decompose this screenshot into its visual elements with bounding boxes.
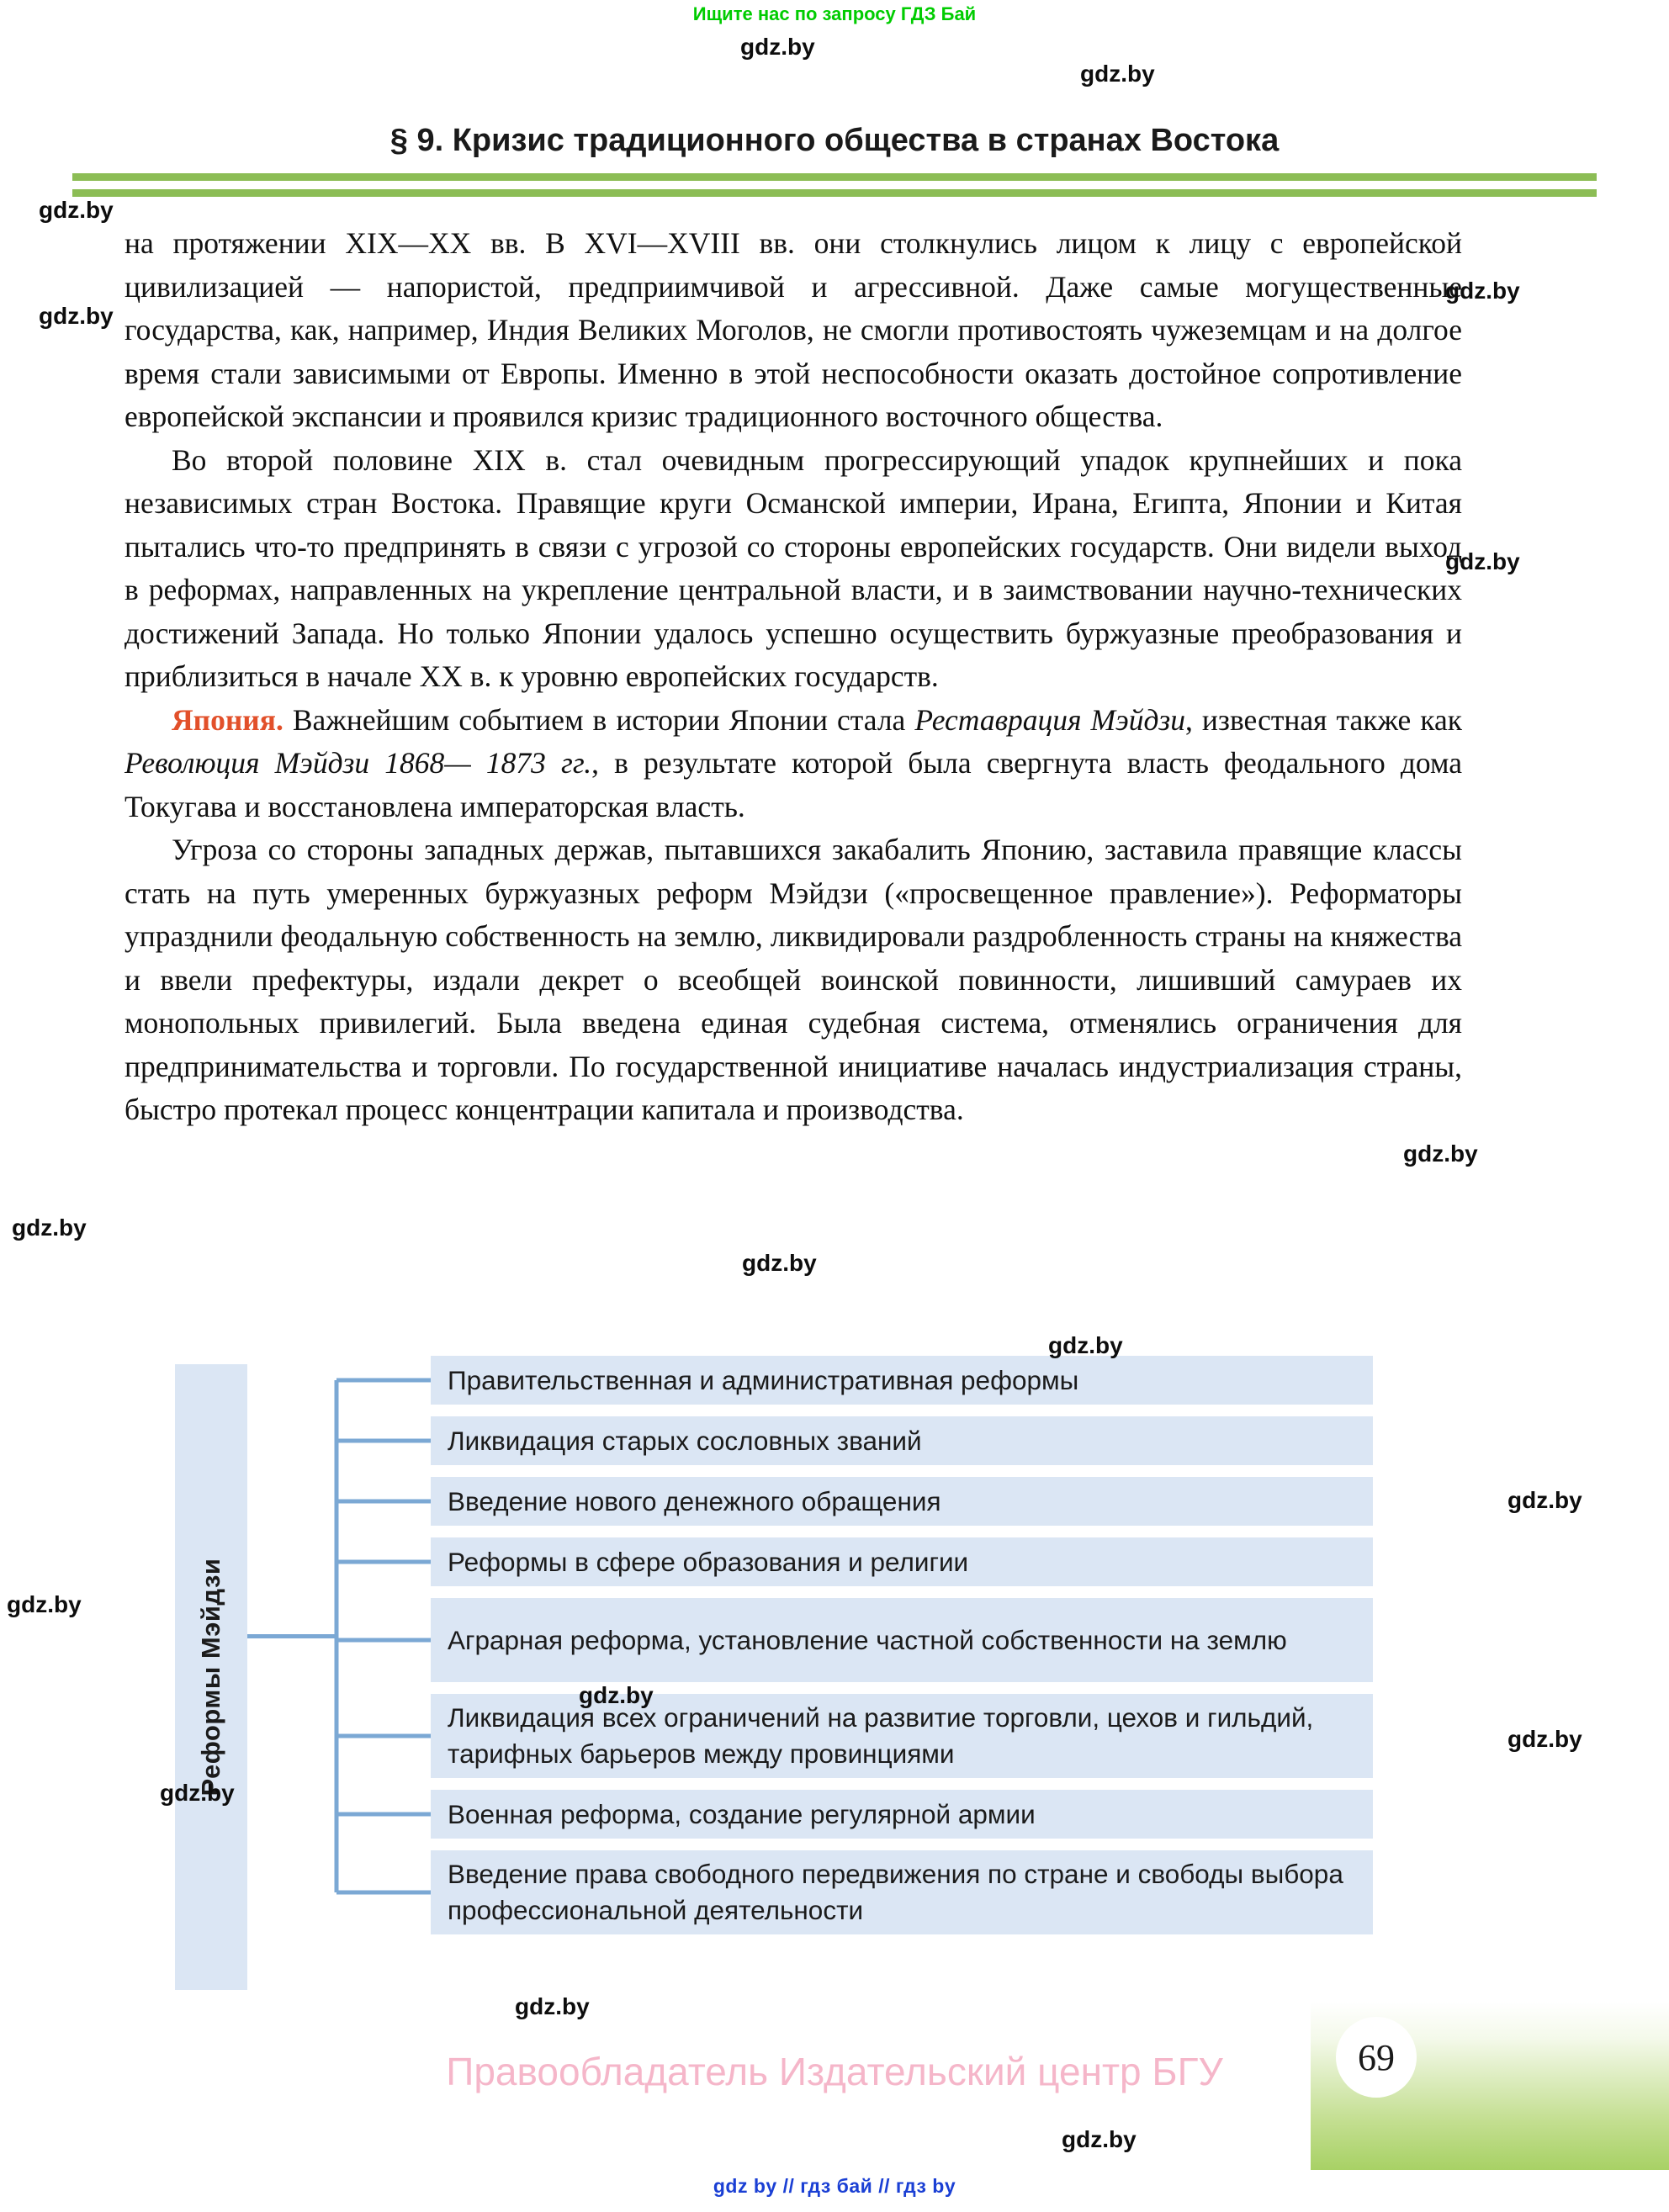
text-run: , в результате которой была свергнута власть феодального дома Токугава и восстановлена императорская власть. [125,746,1462,823]
term-emphasis: Революция Мэйдзи 1868— 1873 гг. [125,746,592,780]
watermark-gdz: gdz.by [12,1214,87,1241]
article-paragraph [125,699,1462,829]
diagram-leaf-label: Военная реформа, создание регулярной армии [448,1798,1036,1829]
watermark-gdz: gdz.by [1403,1140,1478,1167]
diagram-leaf [431,1790,1373,1839]
diagram-leaf [431,1598,1373,1682]
watermark-gdz: gdz.by [1080,61,1155,87]
diagram-leaf-label: Аграрная реформа, установление частной собственности на землю [448,1624,1287,1655]
term-emphasis: Реставрация Мэйдзи [914,702,1186,737]
watermark-gdz: gdz.by [1048,1332,1123,1358]
diagram-leaf [431,1416,1373,1465]
text-run: на протяжении XIX—XX вв. В XVI—XVIII вв. они столкнулись лицом к лицу с европейской цивилизацией — напористой, предприимчивой и агрессивной. Даже самые могущественные государства, как, например, Индия Великих Моголов, не смогли противостоять чужеземцам и на долгое время стали зависимыми от Европы. Именно в этой неспособности оказать достойное сопротивление европейской экспансии и проявился кризис традиционного восточного общества. [125,226,1462,433]
watermark-gdz: gdz.by [1445,548,1520,574]
watermark-gdz: gdz.by [1507,1487,1582,1513]
diagram-leaf [431,1694,1373,1778]
watermark-gdz: gdz.by [515,1993,590,2019]
article-paragraph [125,828,1462,1132]
section-lead-in: Япония. [172,702,283,737]
diagram-leaf-label: Правительственная и административная реформы [448,1364,1079,1395]
diagram-leaf [431,1537,1373,1586]
watermark-gdz: gdz.by [740,34,815,60]
diagram-leaf [431,1850,1373,1934]
header-rules [72,173,1597,197]
watermark-gdz: gdz.by [39,197,114,223]
header-rule-bottom [72,189,1597,197]
watermark-gdz: gdz.by [742,1250,817,1276]
article-paragraph [125,222,1462,439]
watermark-gdz: gdz.by [1445,278,1520,304]
watermark-gdz: gdz.by [579,1682,654,1708]
footer-links: gdz by // гдз бай // гдз by [713,2175,956,2197]
diagram-leaf-label: Ликвидация всех ограничений на развитие торговли, цехов и гильдий, тарифных барьеров между провинциями [448,1702,1314,1769]
watermark-gdz: gdz.by [1062,2126,1137,2152]
diagram-leaf-label: Ликвидация старых сословных званий [448,1425,922,1456]
watermark-gdz: gdz.by [160,1780,235,1806]
meiji-reforms-diagram [0,1346,1669,2019]
diagram-leaf-label: Введение права свободного передвижения по стране и свободы выбора профессиональной деятельности [448,1859,1343,1925]
watermark-gdz: gdz.by [39,303,114,329]
diagram-leaf-label: Введение нового денежного обращения [448,1485,941,1516]
header-rule-top [72,173,1597,181]
text-run: Во второй половине XIX в. стал очевидным прогрессирующий упадок крупнейших и пока независимых стран Востока. Правящие круги Османской империи, Ирана, Египта, Японии и Китая пытались что-то предпринять в связи с угрозой со стороны европейских государств. Они видели выход в реформах, направленных на укрепление центральной власти, и в заимствовании научно-технических достижений Запада. Но только Японии удалось успешно осуществить буржуазные преобразования и приблизиться в начале XX в. к уровню европейских государств. [125,442,1462,693]
watermark-top-promo: Ищите нас по запросу ГДЗ Бай [692,3,977,24]
diagram-root-label: Реформы Мэйдзи [196,1558,225,1797]
text-run: Важнейшим событием в истории Японии стала [283,702,915,737]
copyright-notice: Правообладатель Издательский центр БГУ [446,2050,1223,2093]
article-paragraph [125,439,1462,699]
page-title: § 9. Кризис традиционного общества в странах Востока [389,123,1280,158]
diagram-leaf [431,1356,1373,1405]
article-body [125,222,1462,1132]
page-number: 69 [1336,2017,1417,2098]
watermark-gdz: gdz.by [1507,1726,1582,1752]
diagram-leaf-label: Реформы в сфере образования и религии [448,1546,969,1577]
text-run: Угроза со стороны западных держав, пытавшихся закабалить Японию, заставила правящие классы стать на путь умеренных буржуазных реформ Мэйдзи («просвещенное правление»). Реформаторы упразднили феодальную собственность на землю, ликвидировали раздробленность страны на княжества и ввели префектуры, издали декрет о всеобщей воинской повинности, лишивший самураев их монопольных привилегий. Была введена единая судебная система, отменялись ограничения для предпринимательства и торговли. По государственной инициативе началась индустриализация страны, быстро протекал процесс концентрации капитала и производства. [125,833,1462,1126]
text-run: , известная также как [1185,702,1463,737]
diagram-leaf [431,1477,1373,1526]
watermark-gdz: gdz.by [7,1591,82,1617]
